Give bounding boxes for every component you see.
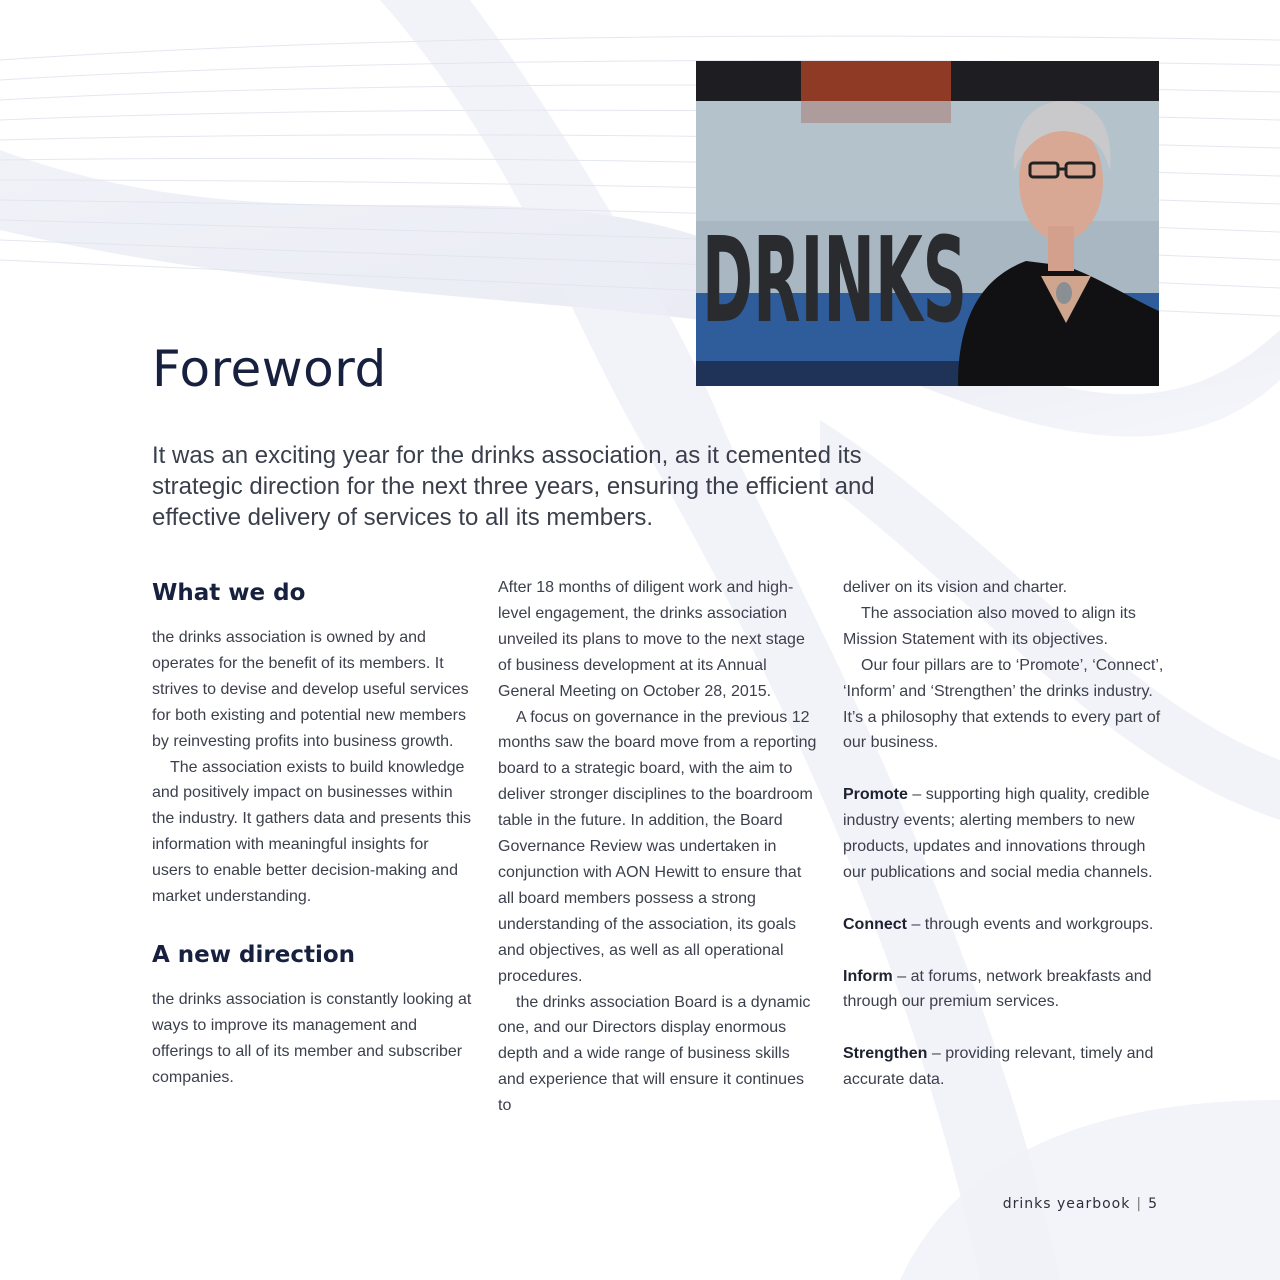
paragraph: The association exists to build knowledge and positively impact on businesses within the industry. It gathers data and presents this information with meaningful insights for users to enable better decision-making and market understanding. (152, 758, 471, 906)
photo-sign-text: DRINKS (702, 211, 967, 349)
pillar-strengthen (843, 1041, 1165, 1093)
pillar-promote (843, 782, 1165, 886)
spacer (843, 938, 1165, 964)
spacer (843, 1015, 1165, 1041)
pillar-name: Inform (843, 967, 893, 985)
paragraph: The association also moved to align its Mission Statement with its objectives. (843, 604, 1136, 648)
pillar-text: – providing relevant, timely and accurate data. (843, 1045, 1154, 1089)
spacer (843, 886, 1165, 912)
heading-a-new-direction: A new direction (152, 941, 356, 968)
publication-name: drinks yearbook (1002, 1196, 1131, 1212)
pillar-name: Promote (843, 786, 908, 804)
foreword-photo (696, 61, 1159, 386)
column-1 (152, 576, 472, 1091)
paragraph: After 18 months of diligent work and high-level engagement, the drinks association unveiled its plans to move to the next stage of business development at its Annual General Meeting on October 28, 2015. (498, 579, 805, 700)
heading-what-we-do: What we do (152, 580, 306, 606)
page-title: Foreword (152, 340, 387, 398)
pillar-text: – at forums, network breakfasts and through our premium services. (843, 967, 1152, 1011)
lead-paragraph: It was an exciting year for the drinks association, as it cemented its strategic direction for the next three years, ensuring the efficient and effective delivery of services to all its members. (152, 442, 875, 531)
page-footer (1003, 1196, 1158, 1212)
footer-separator: | (1136, 1196, 1143, 1212)
pillar-text: – through events and workgroups. (907, 915, 1154, 933)
column-3 (843, 575, 1165, 1093)
pillar-name: Strengthen (843, 1045, 928, 1063)
paragraph: deliver on its vision and charter. (843, 579, 1068, 596)
photo-illustration (696, 61, 1159, 386)
paragraph: A focus on governance in the previous 12 months saw the board move from a reporting board to a strategic board, with the aim to deliver stronger disciplines to the boardroom table in the future. In addition, the Board Governance Review was undertaken in conjunction with AON Hewitt to ensure that all board members possess a strong understanding of the association, its goals and objectives, as well as all operational procedures. (498, 708, 817, 985)
paragraph: the drinks association Board is a dynamic one, and our Directors display enormous depth and a wide range of business skills and experience that will ensure it continues to (498, 993, 811, 1115)
spacer (843, 756, 1165, 782)
column-2 (498, 575, 820, 1119)
pillar-inform (843, 964, 1165, 1016)
paragraph: the drinks association is owned by and operates for the benefit of its members. It strives to devise and develop useful services for both existing and potential new members by reinvesting profits into business growth. (152, 629, 469, 750)
paragraph: Our four pillars are to ‘Promote’, ‘Connect’, ‘Inform’ and ‘Strengthen’ the drinks industry. It’s a philosophy that extends to every part of our business. (843, 656, 1164, 752)
pillar-text: – supporting high quality, credible industry events; alerting members to new products, updates and innovations through our publications and social media channels. (843, 786, 1153, 881)
pillar-connect (843, 912, 1165, 938)
page-number: 5 (1148, 1196, 1158, 1212)
paragraph: the drinks association is constantly looking at ways to improve its management and offerings to all of its member and subscriber companies. (152, 990, 472, 1086)
pillar-name: Connect (843, 915, 907, 933)
